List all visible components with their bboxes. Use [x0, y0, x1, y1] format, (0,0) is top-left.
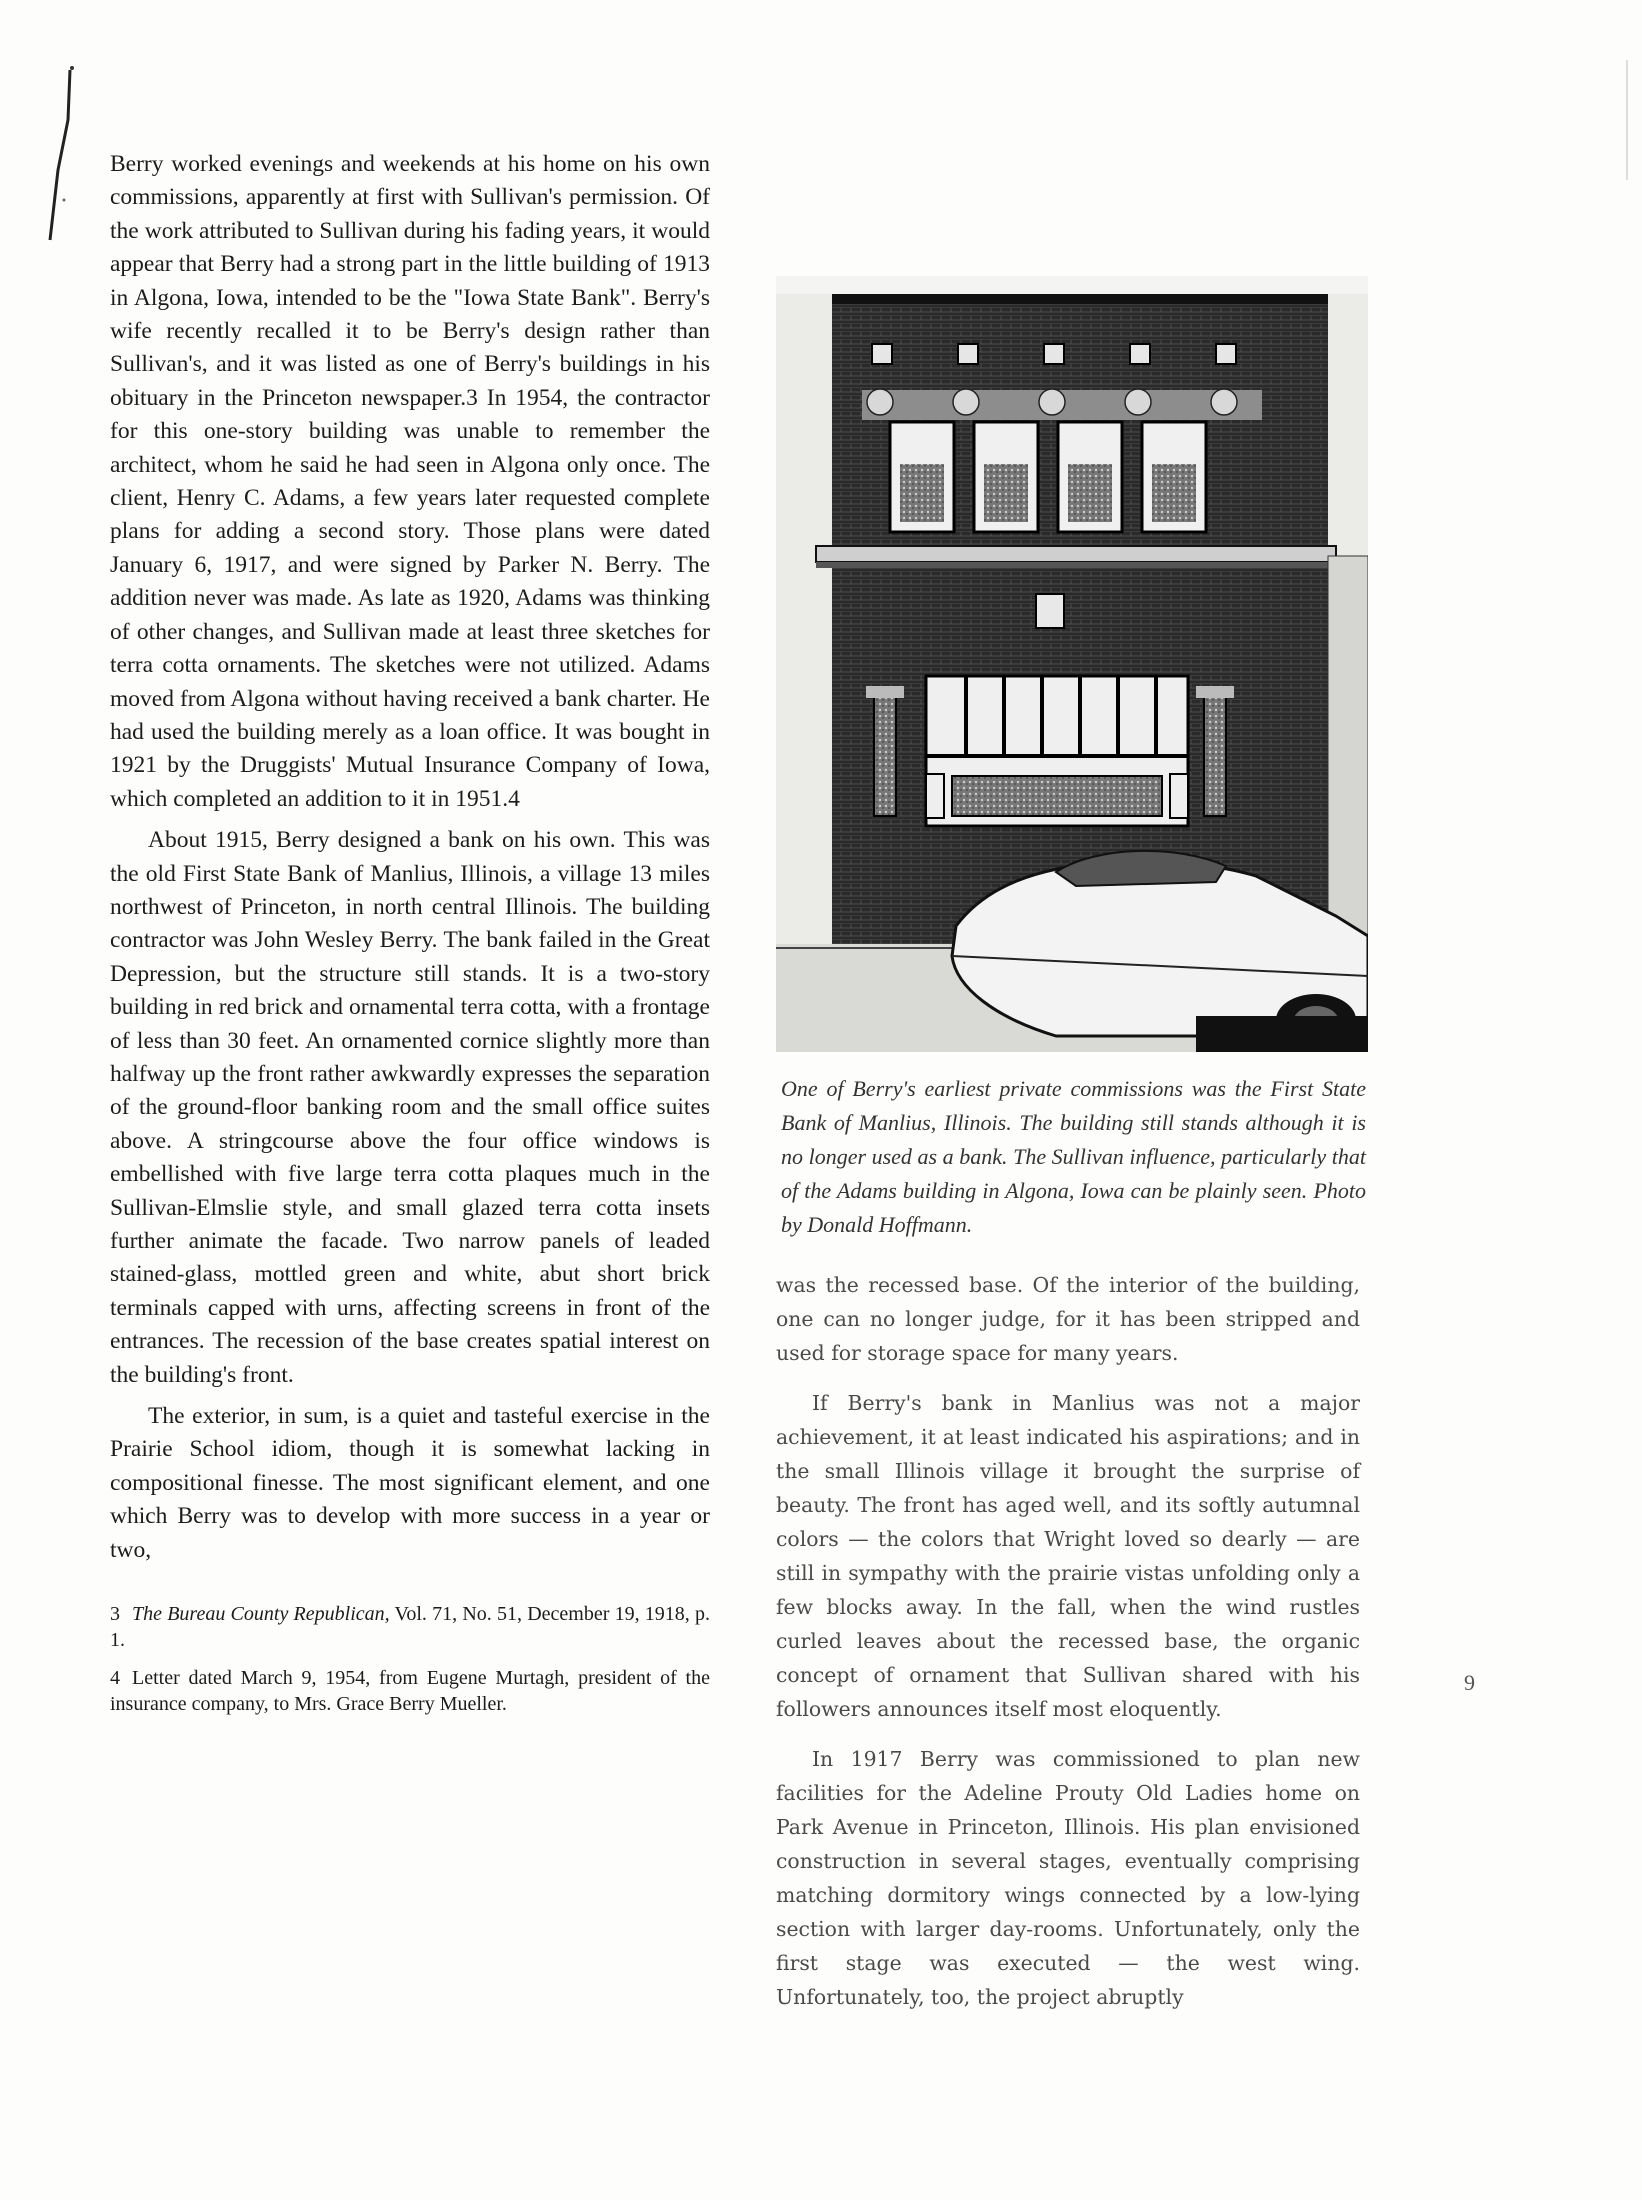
footnotes	[110, 1601, 710, 1717]
footnote-publication: The Bureau County Republican,	[132, 1603, 390, 1626]
paragraph-6: In 1917 Berry was commissioned to plan new facilities for the Adeline Prouty Old Ladies home on Park Avenue in Princeton, Illinois. His plan envisioned construction in several stages, eventually comprising matching dormitory wings connected by a low-lying section with larger day-rooms. Unfortunately, only the first stage was executed — the west wing. Unfortunately, too, the project abruptly	[776, 1747, 1360, 2009]
paragraph-5: If Berry's bank in Manlius was not a major achievement, it at least indicated his aspirations; and in the small Illinois village it brought the surprise of beauty. The front has aged well, and its softly autumnal colors — the colors that Wright loved so dearly — are still in sympathy with the prairie vistas unfolding only a few blocks away. In the fall, when the wind rustles curled leaves about the recessed base, the organic concept of ornament that Sullivan shared with his followers announces itself most eloquently.	[776, 1391, 1360, 1721]
footnote-4	[110, 1665, 710, 1717]
left-text-column	[110, 148, 710, 1729]
paragraph-2: About 1915, Berry designed a bank on his own. This was the old First State Bank of Manlius, Illinois, a village 13 miles northwest of Princeton, in north central Illinois. The building contractor was John Wesley Berry. The bank failed in the Great Depression, but the structure still stands. It is a two-story building in red brick and ornamental terra cotta, with a frontage of less than 30 feet. An ornamented cornice slightly more than halfway up the front rather awkwardly expresses the separation of the ground-floor banking room and the small office suites above. A stringcourse above the four office windows is embellished with five large terra cotta plaques much in the Sullivan-Elmslie style, and small glazed terra cotta insets further animate the facade. Two narrow panels of leaded stained-glass, mottled green and white, abut short brick terminals capped with urns, affecting screens in front of the entrances. The recession of the base creates spatial interest on the building's front.	[110, 827, 710, 1388]
bank-building-photo	[776, 276, 1368, 1052]
paragraph-4: was the recessed base. Of the interior of the building, one can no longer judge, for it has been stripped and used for storage space for many years.	[776, 1273, 1360, 1365]
paragraph-1: Berry worked evenings and weekends at his home on his own commissions, apparently at first with Sullivan's permission. Of the work attributed to Sullivan during his fading years, it would appear that Berry had a strong part in the little building of 1913 in Algona, Iowa, intended to be the "Iowa State Bank". Berry's wife recently recalled it to be Berry's design rather than Sullivan's, and it was listed as one of Berry's buildings in his obituary in the Princeton newspaper.3 In 1954, the contractor for this one-story building was unable to remember the architect, whom he said he had seen in Algona only once. The client, Henry C. Adams, a few years later requested complete plans for adding a second story. Those plans were dated January 6, 1917, and were signed by Parker N. Berry. The addition never was made. As late as 1920, Adams was thinking of other changes, and Sullivan made at least three sketches for terra cotta ornaments. The sketches were not utilized. Adams moved from Algona without having received a bank charter. He had used the building merely as a loan office. It was bought in 1921 by the Druggists' Mutual Insurance Company of Iowa, which completed an addition to it in 1951.4	[110, 151, 710, 812]
scan-artifact-mark	[40, 60, 80, 260]
photo-caption: One of Berry's earliest private commissions was the First State Bank of Manlius, Illinois. The building still stands although it is no longer used as a bank. The Sullivan influence, particularly that of the Adams building in Algona, Iowa can be plainly seen. Photo by Donald Hoffmann.	[781, 1076, 1366, 1237]
footnote-text: Letter dated March 9, 1954, from Eugene Murtagh, president of the insurance company, to Mrs. Grace Berry Mueller.	[110, 1667, 710, 1716]
footnote-number: 3	[110, 1603, 120, 1626]
footnote-number: 4	[110, 1667, 120, 1690]
scan-edge-line	[1626, 60, 1628, 180]
footnote-3	[110, 1601, 710, 1653]
paragraph-3: The exterior, in sum, is a quiet and tasteful exercise in the Prairie School idiom, though it is somewhat lacking in compositional finesse. The most significant element, and one which Berry was to develop with more success in a year or two,	[110, 1403, 710, 1563]
page-number: 9	[1464, 1670, 1475, 1695]
right-text-column	[776, 1268, 1360, 2014]
footnote-text: Vol. 71, No. 51, December 19, 1918, p. 1.	[110, 1603, 710, 1652]
